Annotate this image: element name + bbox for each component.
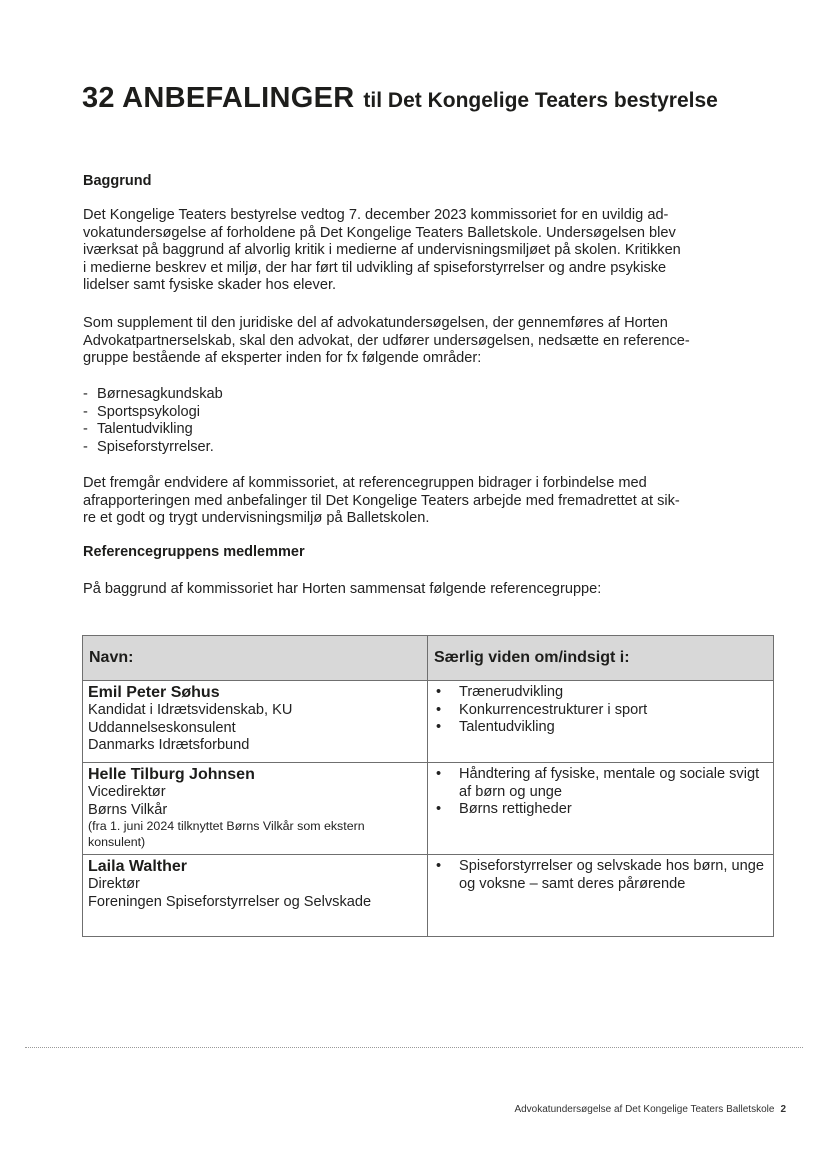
member-cell (83, 855, 428, 937)
reference-group-table (82, 635, 774, 937)
supplement-paragraph: Som supplement til den juridiske del af advokatundersøgelsen, der gennemføres af Horten Advokatpartnerselskab, skal den advokat, der udfører undersøgelsen, nedsætte en reference- gruppe bestående af eksperter inden for fx følgende områder: (83, 315, 690, 367)
page-title (82, 78, 718, 115)
members-heading: Referencegruppens medlemmer (83, 544, 305, 560)
title-rest: til Det Kongelige Teaters bestyrelse (363, 89, 718, 112)
member-name: Helle Tilburg Johnsen (88, 766, 255, 783)
expertise-item: • Trænerudvikling (433, 684, 768, 702)
list-item: - Sportspsykologi (83, 404, 223, 422)
reporting-paragraph: Det fremgår endvidere af kommissoriet, at referencegruppen bidrager i forbindelse med afrapporteringen med anbefalinger til Det Kongelige Teaters arbejde med fremadrettet at sik- re et godt og trygt undervisningsmiljø på Balletskolen. (83, 475, 680, 527)
column-header-expertise: Særlig viden om/indsigt i: (428, 636, 774, 681)
expertise-item: • Spiseforstyrrelser og selvskade hos børn, unge og voksne – samt deres pårørende (433, 858, 768, 893)
members-intro-paragraph: På baggrund af kommissoriet har Horten sammensat følgende referencegruppe: (83, 581, 602, 597)
member-detail: Kandidat i Idrætsvidenskab, KU (88, 702, 293, 718)
expertise-item: • Talentudvikling (433, 719, 768, 737)
member-detail: Uddannelseskonsulent (88, 719, 236, 736)
expertise-item: • Håndtering af fysiske, mentale og sociale svigt af børn og unge (433, 766, 768, 801)
member-detail: Danmarks Idrætsforbund (88, 737, 250, 754)
column-header-name: Navn: (83, 636, 428, 681)
table-row (83, 763, 774, 855)
member-name: Laila Walther (88, 858, 187, 876)
list-item: - Børnesagkundskab (83, 386, 223, 404)
expertise-areas-list (83, 386, 223, 456)
member-detail: Vicedirektør (88, 784, 166, 800)
footer-text: Advokatundersøgelse af Det Kongelige Teaters Balletskole (514, 1104, 775, 1115)
expertise-cell (428, 681, 774, 763)
member-cell (83, 681, 428, 763)
footer-divider (25, 1047, 803, 1048)
baggrund-heading: Baggrund (83, 173, 152, 189)
member-detail: Børns Vilkår (88, 801, 168, 818)
member-detail: Direktør (88, 876, 140, 893)
table-row (83, 855, 774, 937)
member-cell (83, 763, 428, 855)
expertise-cell (428, 763, 774, 855)
table-header-row (83, 636, 774, 681)
title-main: 32 ANBEFALINGER (82, 82, 355, 114)
page-footer (514, 1104, 786, 1115)
list-item: - Spiseforstyrrelser. (83, 439, 223, 457)
member-detail: Foreningen Spiseforstyrrelser og Selvskade (88, 893, 372, 910)
expertise-list (433, 766, 768, 819)
expertise-cell (428, 855, 774, 937)
expertise-item: • Konkurrencestrukturer i sport (433, 702, 768, 720)
page-number: 2 (780, 1104, 786, 1115)
table-row (83, 681, 774, 763)
member-name: Emil Peter Søhus (88, 684, 220, 701)
expertise-list (433, 684, 768, 737)
member-note: (fra 1. juni 2024 tilknyttet Børns Vilkår som ekstern konsulent) (88, 819, 365, 849)
expertise-item: • Børns rettigheder (433, 801, 768, 819)
list-item: - Talentudvikling (83, 421, 223, 439)
expertise-list (433, 858, 768, 893)
background-paragraph: Det Kongelige Teaters bestyrelse vedtog 7. december 2023 kommissoriet for en uvildig ad- vokatundersøgelse af forholdene på Det Kongelige Teaters Balletskole. Undersøgelsen blev iværksat på baggrund af alvorlig kritik i medierne af undervisningsmiljøet på skolen. Kritikken i medierne beskrev et miljø, der har ført til udvikling af spiseforstyrrelser og andre psykiske lidelser samt fysiske skader hos elever. (83, 207, 681, 294)
